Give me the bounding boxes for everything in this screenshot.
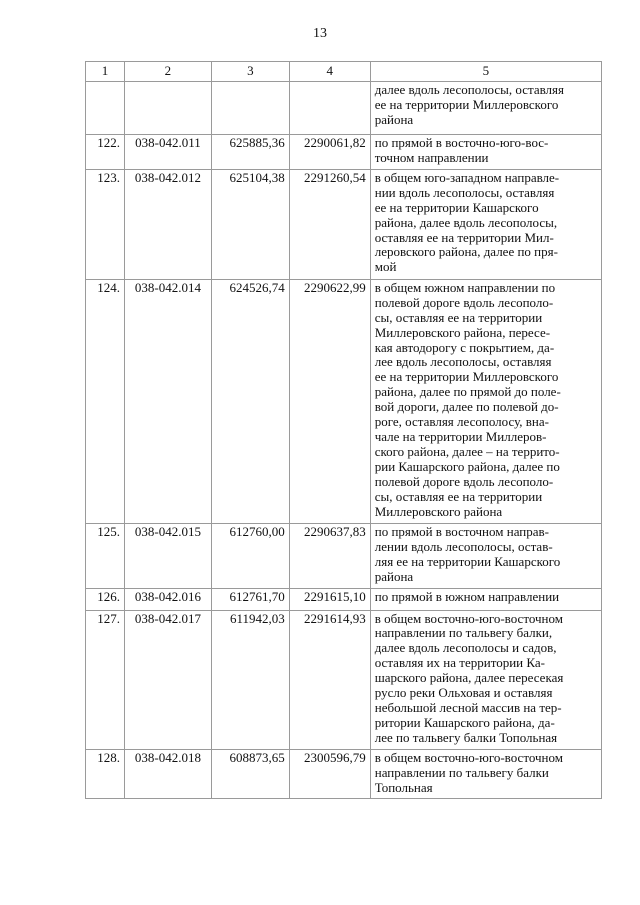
boundary-description: в общем юго-западном направле- нии вдоль лесополосы, оставляя ее на территории Кашарского района, далее вдоль лесополосы, оставляя ее на территории Мил- леровского района, далее по пря- мой — [370, 169, 601, 279]
boundary-description: по прямой в восточно-юго-вос- точном направлении — [370, 134, 601, 169]
coordinate-y: 2300596,79 — [289, 749, 370, 799]
boundary-description: в общем южном направлении по полевой дороге вдоль лесополо- сы, оставляя ее на территории Миллеровского района, пересе- кая автодорогу с покрытием, да- лее вдоль лесополосы, оставляя ее на территории Миллеровского района, далее по прямой до поле- вой дороги, далее по полевой до- роге, оставляя лесополосу, вна- чале на территории Миллеров- ского района, далее – на террито- рии Кашарского района, далее по полевой дороге вдоль лесополо- сы, оставляя ее на территории Миллеровского района — [370, 279, 601, 523]
coordinate-y: 2291615,10 — [289, 588, 370, 610]
boundary-description: в общем восточно-юго-восточном направлении по тальвегу балки Топольная — [370, 749, 601, 799]
coordinate-x: 608873,65 — [211, 749, 289, 799]
boundary-description: в общем восточно-юго-восточном направлении по тальвегу балки, далее вдоль лесополосы и садов, оставляя их на территории Ка- шарского района, далее пересекая русло реки Ольховая и оставляя небольшой лесной массив на тер- ритории Кашарского района, да- лее по тальвегу балки Топольная — [370, 610, 601, 749]
table-row — [86, 523, 602, 588]
column-header: 2 — [124, 62, 211, 82]
coordinate-y: 2290622,99 — [289, 279, 370, 523]
row-number: 127. — [86, 610, 125, 749]
table-row — [86, 81, 602, 134]
point-code: 038-042.017 — [124, 610, 211, 749]
table-header-row — [86, 62, 602, 82]
row-number — [86, 81, 125, 134]
coordinate-x: 624526,74 — [211, 279, 289, 523]
row-number: 122. — [86, 134, 125, 169]
boundary-description: далее вдоль лесополосы, оставляя ее на территории Миллеровского района — [370, 81, 601, 134]
column-header: 5 — [370, 62, 601, 82]
coordinate-x: 612760,00 — [211, 523, 289, 588]
point-code: 038-042.015 — [124, 523, 211, 588]
coordinate-x: 612761,70 — [211, 588, 289, 610]
table-row — [86, 169, 602, 279]
boundary-description: по прямой в восточном направ- лении вдоль лесополосы, остав- ляя ее на территории Кашарского района — [370, 523, 601, 588]
column-header: 4 — [289, 62, 370, 82]
point-code: 038-042.014 — [124, 279, 211, 523]
table-row — [86, 610, 602, 749]
page-number: 13 — [313, 26, 327, 41]
coordinate-y: 2291614,93 — [289, 610, 370, 749]
coordinate-x: 611942,03 — [211, 610, 289, 749]
point-code — [124, 81, 211, 134]
point-code: 038-042.011 — [124, 134, 211, 169]
point-code: 038-042.012 — [124, 169, 211, 279]
row-number: 123. — [86, 169, 125, 279]
coordinate-x: 625885,36 — [211, 134, 289, 169]
coordinate-x — [211, 81, 289, 134]
row-number: 124. — [86, 279, 125, 523]
column-header: 1 — [86, 62, 125, 82]
coordinate-y: 2290061,82 — [289, 134, 370, 169]
coordinate-y — [289, 81, 370, 134]
boundary-points-table — [85, 61, 602, 799]
coordinate-y: 2290637,83 — [289, 523, 370, 588]
table-row — [86, 588, 602, 610]
row-number: 125. — [86, 523, 125, 588]
point-code: 038-042.016 — [124, 588, 211, 610]
coordinate-x: 625104,38 — [211, 169, 289, 279]
row-number: 126. — [86, 588, 125, 610]
table-row — [86, 134, 602, 169]
boundary-description: по прямой в южном направлении — [370, 588, 601, 610]
row-number: 128. — [86, 749, 125, 799]
column-header: 3 — [211, 62, 289, 82]
table-row — [86, 749, 602, 799]
table-row — [86, 279, 602, 523]
coordinate-y: 2291260,54 — [289, 169, 370, 279]
point-code: 038-042.018 — [124, 749, 211, 799]
